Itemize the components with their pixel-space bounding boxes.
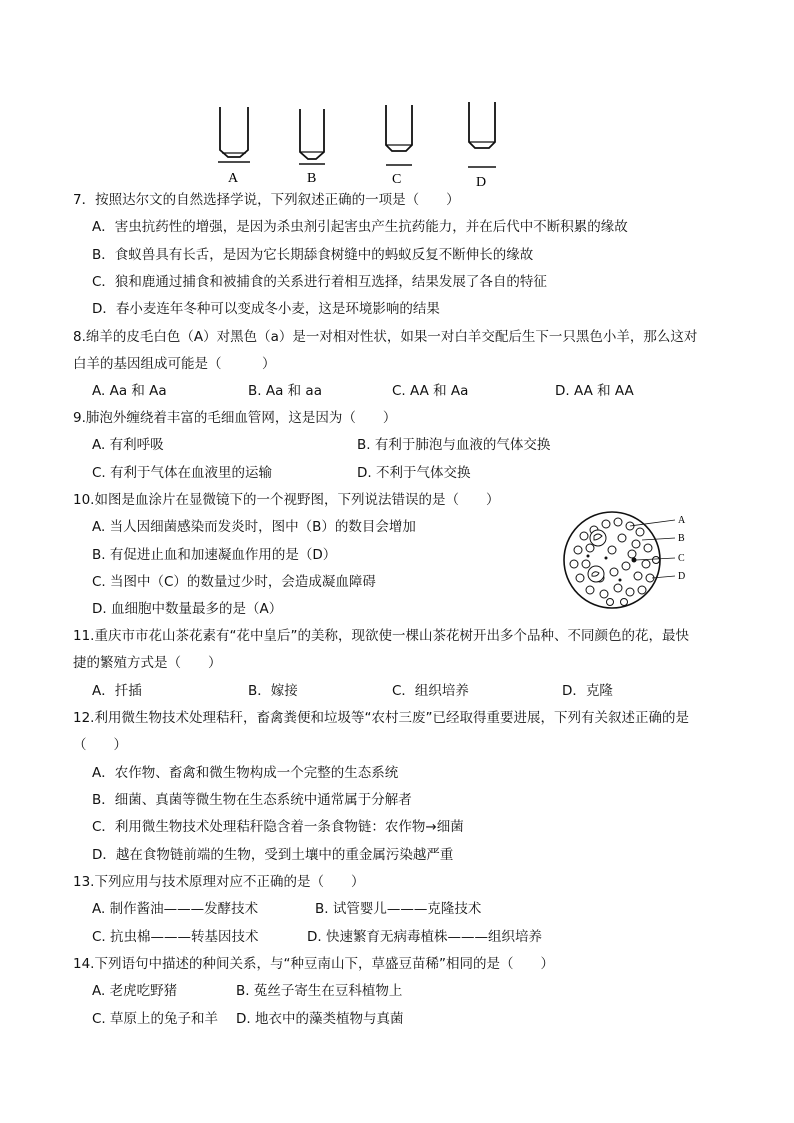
question-13-option-d: D. 快速繁育无病毒植株———组织培养 [307, 929, 542, 945]
question-11-option-a: A．扦插 [92, 683, 142, 699]
question-text: 重庆市市花山茶花素有“花中皇后”的美称，现欲使一棵山茶花树开出多个品种、不同颜色的花，最快 [94, 628, 689, 644]
question-number: 14. [73, 956, 95, 972]
question-14-option-a: A. 老虎吃野猪 [92, 983, 178, 999]
question-number: 11. [73, 628, 95, 644]
question-11-option-c: C．组织培养 [392, 683, 469, 699]
question-13-stem [73, 873, 364, 891]
question-9-stem [73, 409, 396, 427]
question-number: 12. [73, 710, 95, 726]
question-13-option-b: B. 试管婴儿———克隆技术 [315, 901, 482, 917]
question-12-stem-line-2: （ ） [73, 737, 127, 753]
test-tube-a [218, 107, 250, 162]
question-number: 10. [73, 492, 95, 508]
test-tube-d [468, 102, 496, 167]
figure-label-d: D [678, 571, 686, 582]
test-tubes-figure [200, 95, 520, 190]
question-11-stem [73, 627, 689, 645]
question-12-option-c: C．利用微生物技术处理秸秆隐含着一条食物链：农作物→细菌 [92, 819, 464, 835]
question-text: 绵羊的皮毛白色（A）对黑色（a）是一对相对性状，如果一对白羊交配后生下一只黑色小羊，那么这对 [85, 329, 698, 345]
question-12-stem [73, 709, 689, 727]
question-10-option-d: D. 血细胞中数量最多的是（A） [92, 601, 283, 617]
question-text: 利用微生物技术处理秸秆，畜禽粪便和垃圾等“农村三废”已经取得重要进展，下列有关叙述正确的是 [94, 710, 689, 726]
question-14-stem [73, 955, 554, 973]
question-text: 如图是血涂片在显微镜下的一个视野图，下列说法错误的是（ ） [94, 492, 500, 508]
tube-label-c: C [392, 172, 402, 187]
question-number: 7． [73, 192, 96, 208]
question-10-option-c: C. 当图中（C）的数量过少时，会造成凝血障碍 [92, 574, 376, 590]
question-13-option-a: A. 制作酱油———发酵技术 [92, 901, 259, 917]
question-13-option-c: C. 抗虫棉———转基因技术 [92, 929, 259, 945]
question-11-option-b: B．嫁接 [248, 683, 298, 699]
question-14-option-d: D. 地衣中的藻类植物与真菌 [236, 1011, 404, 1027]
question-text: 按照达尔文的自然选择学说，下列叙述正确的一项是（ ） [95, 192, 460, 208]
question-text: 下列应用与技术原理对应不正确的是（ ） [94, 874, 365, 890]
figure-label-c: C [678, 553, 685, 564]
question-8-stem-line-2: 白羊的基因组成可能是（ ） [73, 356, 276, 372]
question-11-option-d: D．克隆 [562, 683, 613, 699]
question-text: 肺泡外缠绕着丰富的毛细血管网，这是因为（ ） [85, 410, 397, 426]
test-tube-b [299, 109, 325, 164]
question-9-option-b: B. 有利于肺泡与血液的气体交换 [357, 437, 551, 453]
question-9-option-a: A. 有利呼吸 [92, 437, 164, 453]
question-12-option-b: B．细菌、真菌等微生物在生态系统中通常属于分解者 [92, 792, 412, 808]
question-number: 9. [73, 410, 86, 426]
test-tube-c [386, 105, 412, 165]
question-8-option-a: A. Aa 和 Aa [92, 383, 167, 399]
question-12-option-d: D．越在食物链前端的生物，受到土壤中的重金属污染越严重 [92, 847, 454, 863]
question-7-option-b: B．食蚁兽具有长舌，是因为它长期舔食树缝中的蚂蚁反复不断伸长的缘故 [92, 247, 534, 263]
question-9-option-d: D. 不利于气体交换 [357, 465, 471, 481]
blood-smear-figure [560, 508, 700, 612]
question-7-option-d: D．春小麦连年冬种可以变成冬小麦，这是环境影响的结果 [92, 301, 440, 317]
question-7-option-a: A．害虫抗药性的增强，是因为杀虫剂引起害虫产生抗药能力，并在后代中不断积累的缘故 [92, 219, 628, 235]
question-12-option-a: A．农作物、畜禽和微生物构成一个完整的生态系统 [92, 765, 399, 781]
question-10-option-b: B. 有促进止血和加速凝血作用的是（D） [92, 547, 337, 563]
tube-label-d: D [476, 175, 487, 190]
question-text: 下列语句中描述的种间关系，与“种豆南山下，草盛豆苗稀”相同的是（ ） [94, 956, 554, 972]
question-10-option-a: A. 当人因细菌感染而发炎时，图中（B）的数目会增加 [92, 519, 416, 535]
question-7-option-c: C．狼和鹿通过捕食和被捕食的关系进行着相互选择，结果发展了各自的特征 [92, 274, 547, 290]
question-8-option-c: C. AA 和 Aa [392, 383, 469, 399]
question-number: 13. [73, 874, 95, 890]
figure-label-b: B [678, 533, 685, 544]
tube-label-a: A [228, 171, 239, 186]
question-9-option-c: C. 有利于气体在血液里的运输 [92, 465, 273, 481]
tube-label-b: B [307, 171, 317, 186]
figure-label-a: A [678, 515, 686, 526]
question-10-stem [73, 491, 499, 509]
question-8-option-d: D. AA 和 AA [555, 383, 634, 399]
question-8-stem [73, 328, 697, 346]
question-14-option-c: C. 草原上的兔子和羊 [92, 1011, 219, 1027]
question-7-stem [73, 191, 460, 209]
question-11-stem-line-2: 捷的繁殖方式是（ ） [73, 655, 222, 671]
question-8-option-b: B. Aa 和 aa [248, 383, 322, 399]
question-14-option-b: B. 菟丝子寄生在豆科植物上 [236, 983, 403, 999]
question-number: 8. [73, 329, 86, 345]
